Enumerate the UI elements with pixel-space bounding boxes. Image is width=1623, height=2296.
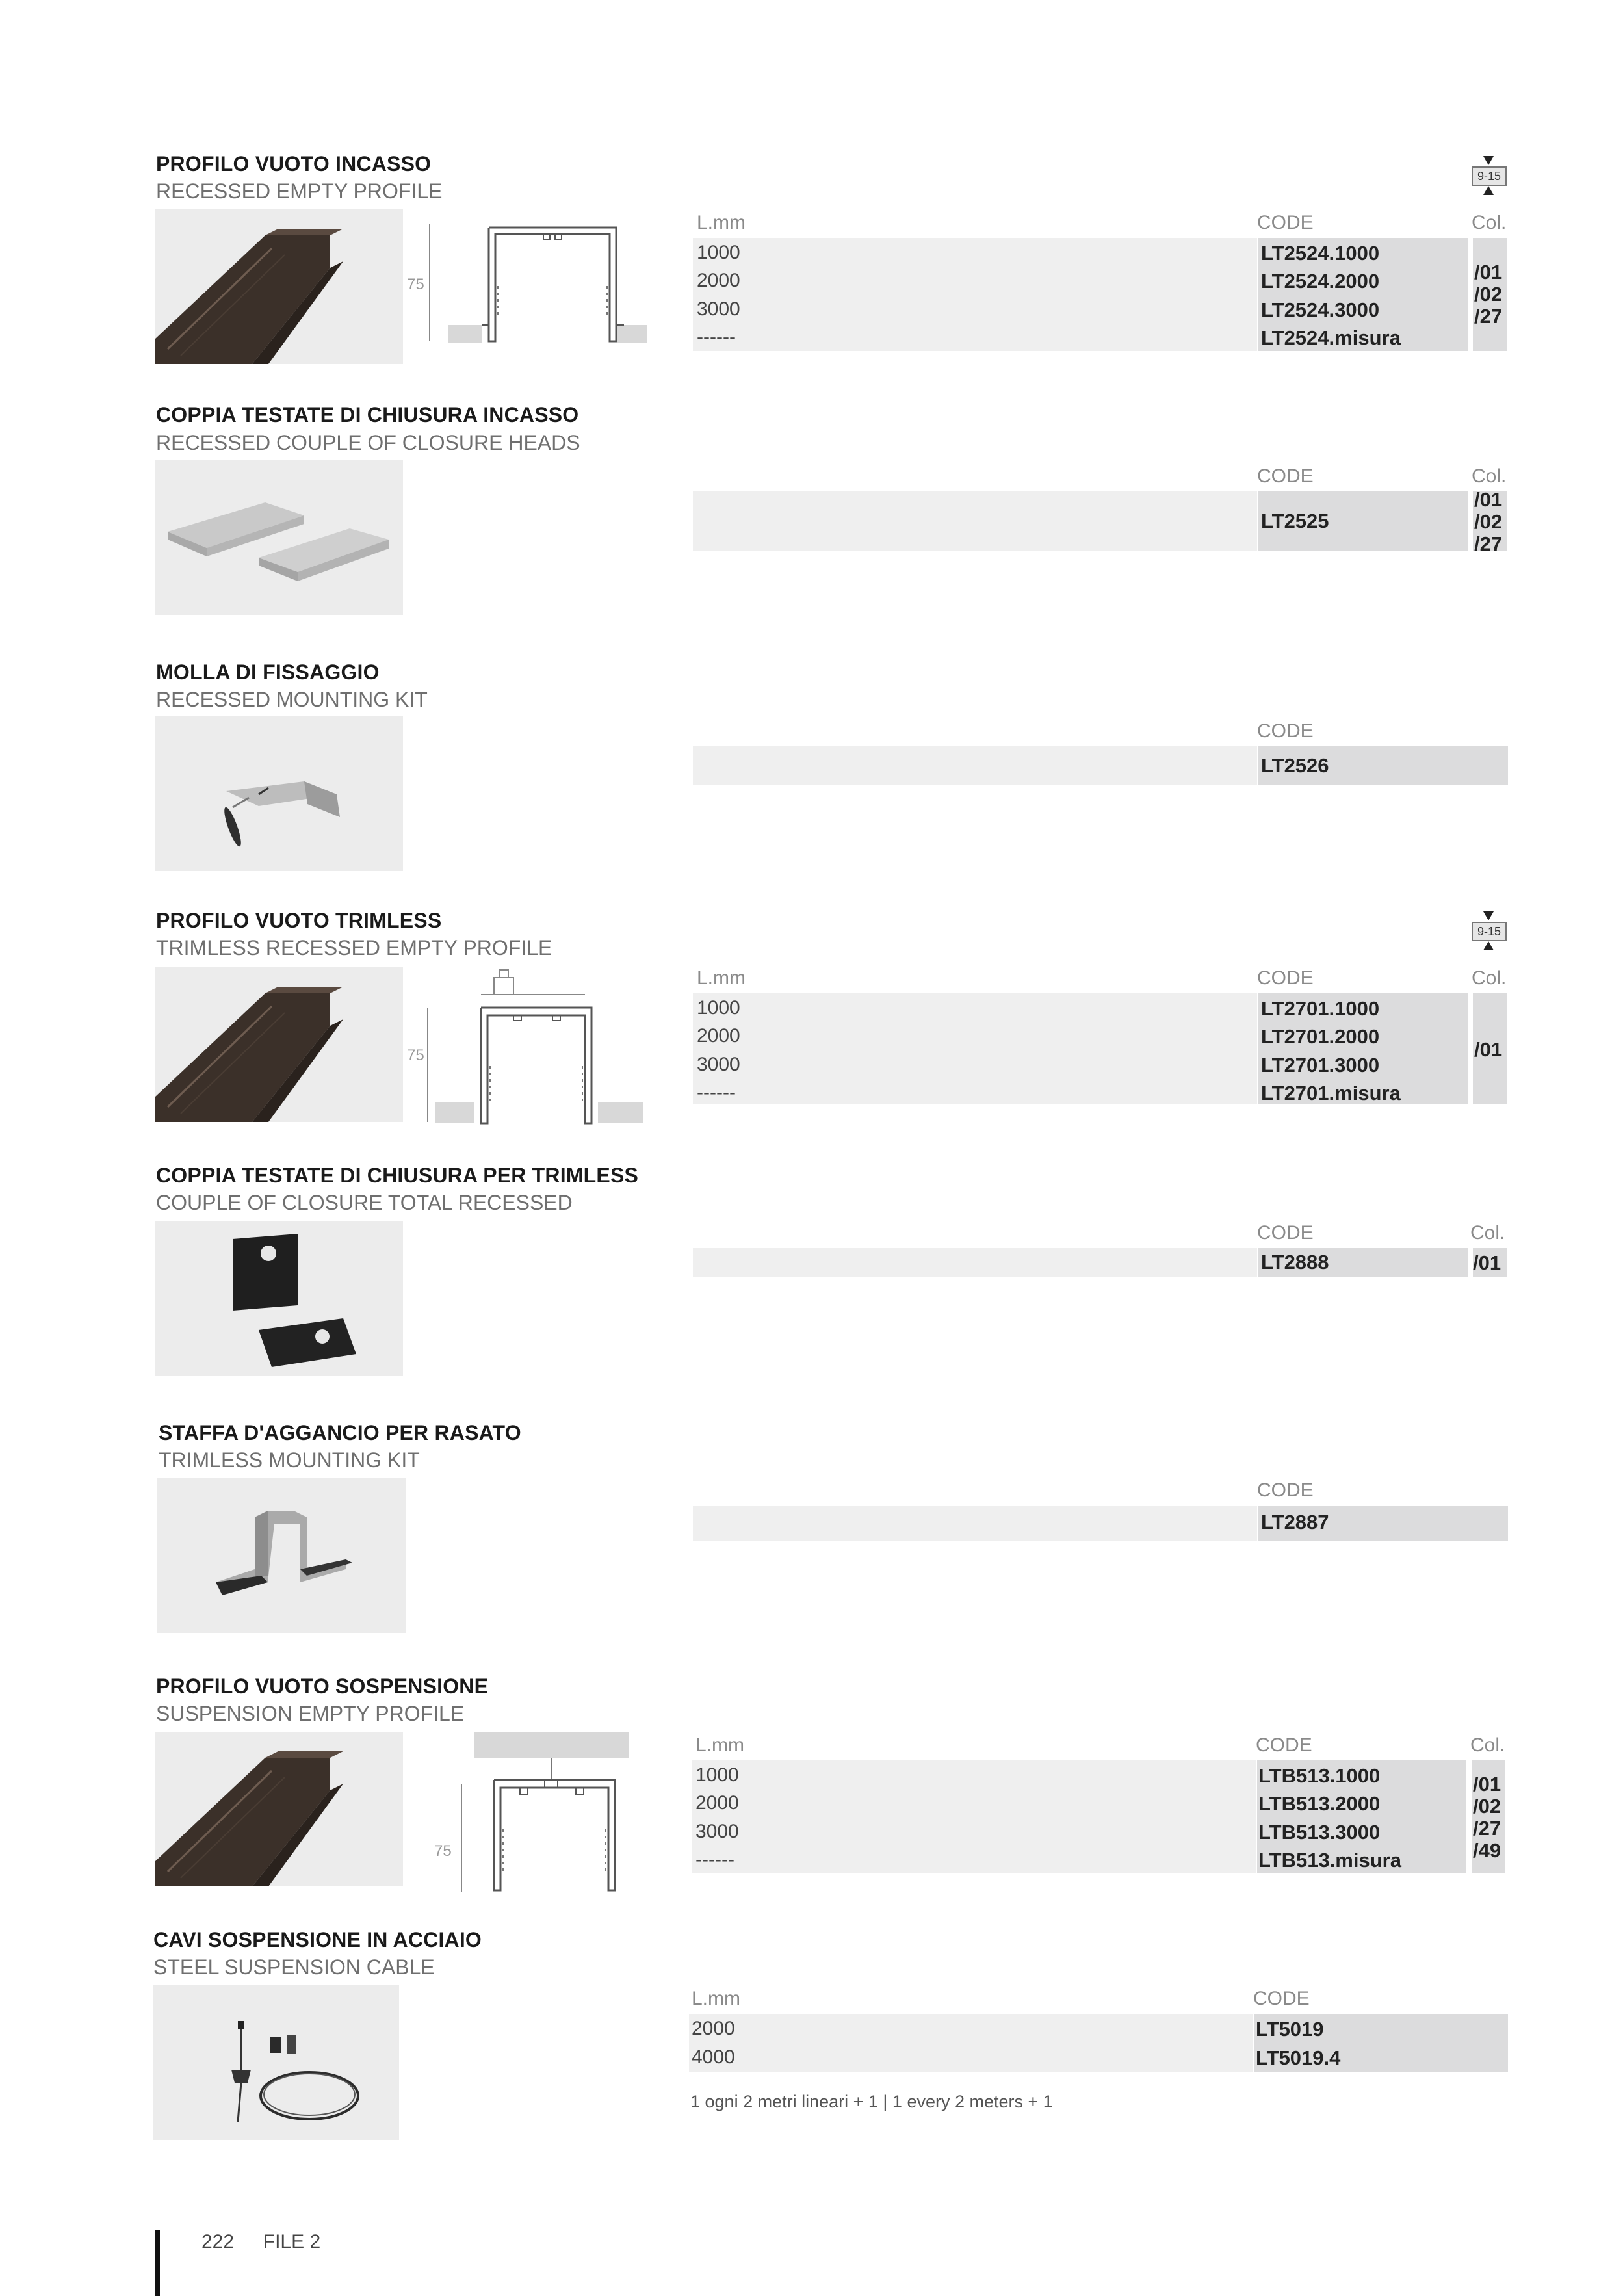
- badge-label: 9-15: [1472, 922, 1507, 941]
- footer-label: FILE 2: [263, 2231, 321, 2252]
- profile-section-drawing: [455, 1732, 637, 1894]
- length-header: L.mm: [692, 1988, 740, 2009]
- profile-section-drawing: [422, 969, 669, 1125]
- color-codes: /01: [1474, 1038, 1503, 1061]
- length-header: L.mm: [695, 1734, 744, 1756]
- length-value: 3000: [695, 1821, 739, 1842]
- length-value: 3000: [697, 298, 740, 320]
- page-number: 222: [201, 2231, 235, 2252]
- product-code: LT2525: [1261, 510, 1329, 532]
- length-band: [692, 1760, 1256, 1873]
- product-code: LT2524.2000: [1261, 270, 1380, 293]
- product-code: LT5019.4: [1256, 2046, 1341, 2069]
- length-value: 2000: [692, 2018, 735, 2039]
- product-code: LTB513.misura: [1258, 1849, 1401, 1872]
- code-header: CODE: [1257, 465, 1314, 487]
- col-header: Col.: [1472, 967, 1507, 989]
- dimension-label: 75: [407, 276, 424, 293]
- section-subtitle: SUSPENSION EMPTY PROFILE: [156, 1702, 465, 1725]
- product-code: LT2524.misura: [1261, 326, 1401, 349]
- color-codes: /01: [1473, 1251, 1501, 1274]
- product-code: LT2524.3000: [1261, 298, 1380, 321]
- length-band: [693, 993, 1257, 1104]
- mounting-kit-photo: [155, 716, 403, 871]
- length-value: 3000: [697, 1054, 740, 1075]
- product-code: LT2888: [1261, 1251, 1329, 1273]
- page-footer: [201, 2231, 320, 2253]
- product-code: LT2701.1000: [1261, 997, 1380, 1020]
- profile-photo: [155, 1732, 403, 1886]
- product-code: LTB513.1000: [1258, 1764, 1381, 1787]
- color-codes: /01 /02 /27: [1474, 488, 1503, 555]
- profile-photo: [155, 209, 403, 364]
- col-header: Col.: [1470, 1222, 1505, 1244]
- section-subtitle: RECESSED EMPTY PROFILE: [156, 179, 443, 203]
- section-subtitle: TRIMLESS RECESSED EMPTY PROFILE: [156, 936, 552, 959]
- product-code: LT2887: [1261, 1511, 1329, 1533]
- footer-bar: [155, 2230, 160, 2296]
- code-header: CODE: [1257, 212, 1314, 233]
- section-title: COPPIA TESTATE DI CHIUSURA PER TRIMLESS: [156, 1164, 639, 1187]
- length-band: [693, 1248, 1257, 1277]
- length-value: 2000: [697, 270, 740, 291]
- code-header: CODE: [1257, 720, 1314, 742]
- length-value: ------: [697, 326, 736, 348]
- quantity-note: 1 ogni 2 metri lineari + 1 | 1 every 2 meters + 1: [690, 2092, 1053, 2111]
- section-title: MOLLA DI FISSAGGIO: [156, 660, 380, 684]
- arrow-up-icon: [1483, 941, 1494, 950]
- ip-range-badge: [1470, 911, 1507, 948]
- col-header: Col.: [1470, 1734, 1505, 1756]
- length-band: [693, 491, 1257, 551]
- product-code: LT2701.3000: [1261, 1054, 1380, 1076]
- col-header: Col.: [1472, 465, 1507, 487]
- section-subtitle: COUPLE OF CLOSURE TOTAL RECESSED: [156, 1191, 573, 1214]
- length-band: [693, 746, 1257, 785]
- dimension-label: 75: [434, 1842, 452, 1860]
- length-header: L.mm: [697, 212, 746, 233]
- length-value: 1000: [697, 997, 740, 1019]
- color-codes: /01 /02 /27: [1474, 261, 1503, 328]
- product-code: LT2524.1000: [1261, 242, 1380, 265]
- section-title: PROFILO VUOTO TRIMLESS: [156, 909, 442, 932]
- length-band: [689, 2014, 1253, 2072]
- cable-photo: [153, 1985, 399, 2140]
- code-header: CODE: [1253, 1988, 1310, 2009]
- code-header: CODE: [1257, 1222, 1314, 1244]
- arrow-down-icon: [1483, 156, 1494, 165]
- product-code: LT5019: [1256, 2018, 1324, 2041]
- product-code: LTB513.2000: [1258, 1792, 1381, 1815]
- length-value: ------: [695, 1849, 734, 1870]
- product-code: LTB513.3000: [1258, 1821, 1381, 1844]
- section-subtitle: TRIMLESS MOUNTING KIT: [159, 1448, 420, 1472]
- section-subtitle: RECESSED MOUNTING KIT: [156, 688, 428, 711]
- length-value: 4000: [692, 2046, 735, 2068]
- section-subtitle: STEEL SUSPENSION CABLE: [153, 1955, 435, 1979]
- length-band: [693, 1506, 1257, 1541]
- length-value: 1000: [695, 1764, 739, 1786]
- closure-heads-photo: [155, 460, 403, 615]
- dimension-label: 75: [407, 1047, 424, 1064]
- section-title: CAVI SOSPENSIONE IN ACCIAIO: [153, 1928, 482, 1951]
- section-title: STAFFA D'AGGANCIO PER RASATO: [159, 1421, 521, 1444]
- code-header: CODE: [1257, 1480, 1314, 1501]
- length-value: 1000: [697, 242, 740, 263]
- section-title: COPPIA TESTATE DI CHIUSURA INCASSO: [156, 403, 579, 426]
- product-code: LT2701.misura: [1261, 1082, 1401, 1104]
- section-title: PROFILO VUOTO INCASSO: [156, 152, 432, 176]
- code-header: CODE: [1256, 1734, 1312, 1756]
- profile-section-drawing: [429, 221, 650, 351]
- arrow-down-icon: [1483, 911, 1494, 920]
- length-value: 2000: [697, 1025, 740, 1047]
- color-codes: /01 /02 /27 /49: [1473, 1773, 1501, 1862]
- closure-heads-photo: [155, 1221, 403, 1376]
- col-header: Col.: [1472, 212, 1507, 233]
- product-code: LT2526: [1261, 754, 1329, 777]
- ip-range-badge: [1470, 156, 1507, 192]
- length-value: ------: [697, 1082, 736, 1103]
- mounting-kit-photo: [157, 1478, 406, 1633]
- length-band: [693, 238, 1257, 351]
- profile-photo: [155, 967, 403, 1122]
- code-header: CODE: [1257, 967, 1314, 989]
- section-title: PROFILO VUOTO SOSPENSIONE: [156, 1675, 489, 1698]
- product-code: LT2701.2000: [1261, 1025, 1380, 1048]
- length-value: 2000: [695, 1792, 739, 1814]
- section-subtitle: RECESSED COUPLE OF CLOSURE HEADS: [156, 431, 580, 454]
- badge-label: 9-15: [1472, 166, 1507, 186]
- arrow-up-icon: [1483, 186, 1494, 195]
- length-header: L.mm: [697, 967, 746, 989]
